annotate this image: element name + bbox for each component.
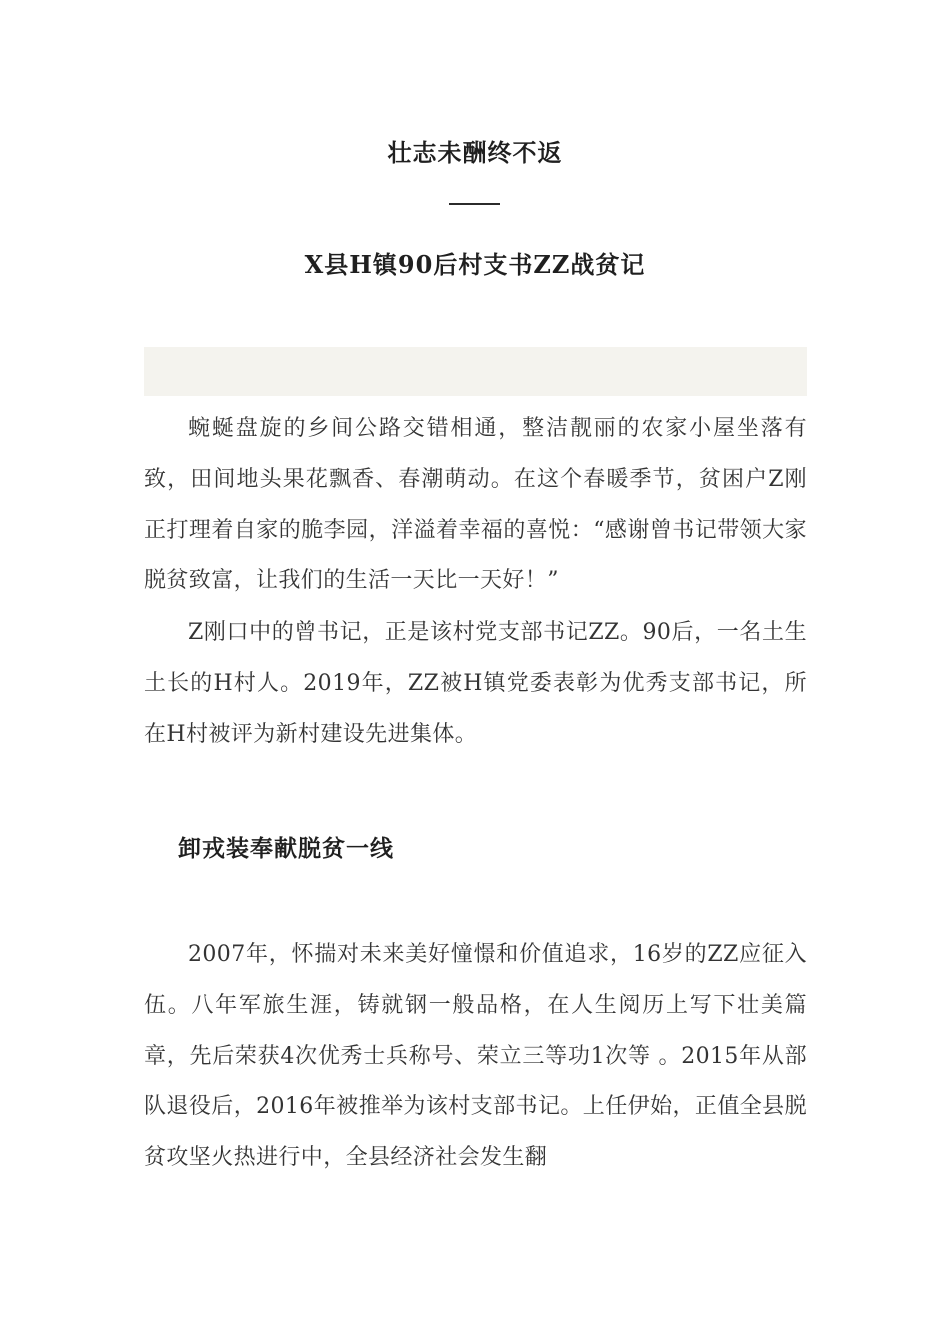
document-subtitle: X县H镇90后村支书ZZ战贫记 bbox=[304, 250, 646, 279]
shaded-banner bbox=[144, 347, 807, 396]
document-title: 壮志未酬终不返 bbox=[387, 138, 563, 167]
section-heading: 卸戎装奉献脱贫一线 bbox=[178, 835, 394, 862]
paragraph-2: Z刚口中的曾书记，正是该村党支部书记ZZ。90后，一名土生土长的H村人。2019年，ZZ被H镇党委表彰为优秀支部书记，所在H村被评为新村建设先进集体。 bbox=[144, 620, 807, 747]
paragraph-3: 2007年，怀揣对未来美好憧憬和价值追求，16岁的ZZ应征入伍。八年军旅生涯，铸就钢一般品格，在人生阅历上写下壮美篇章，先后荣获4次优秀士兵称号、荣立三等功1次等 。2015年从部队退役后，2016年被推举为该村支部书记。上任伊始，正值全县脱贫攻坚火热进行中，全县经济社会发生翻 bbox=[144, 942, 807, 1171]
paragraph-1: 蜿蜒盘旋的乡间公路交错相通，整洁靓丽的农家小屋坐落有致，田间地头果花飘香、春潮萌动。在这个春暖季节，贫困户Z刚正打理着自家的脆李园，洋溢着幸福的喜悦：“感谢曾书记带领大家脱贫致富，让我们的生活一天比一天好！” bbox=[144, 416, 807, 594]
title-divider bbox=[449, 203, 500, 205]
